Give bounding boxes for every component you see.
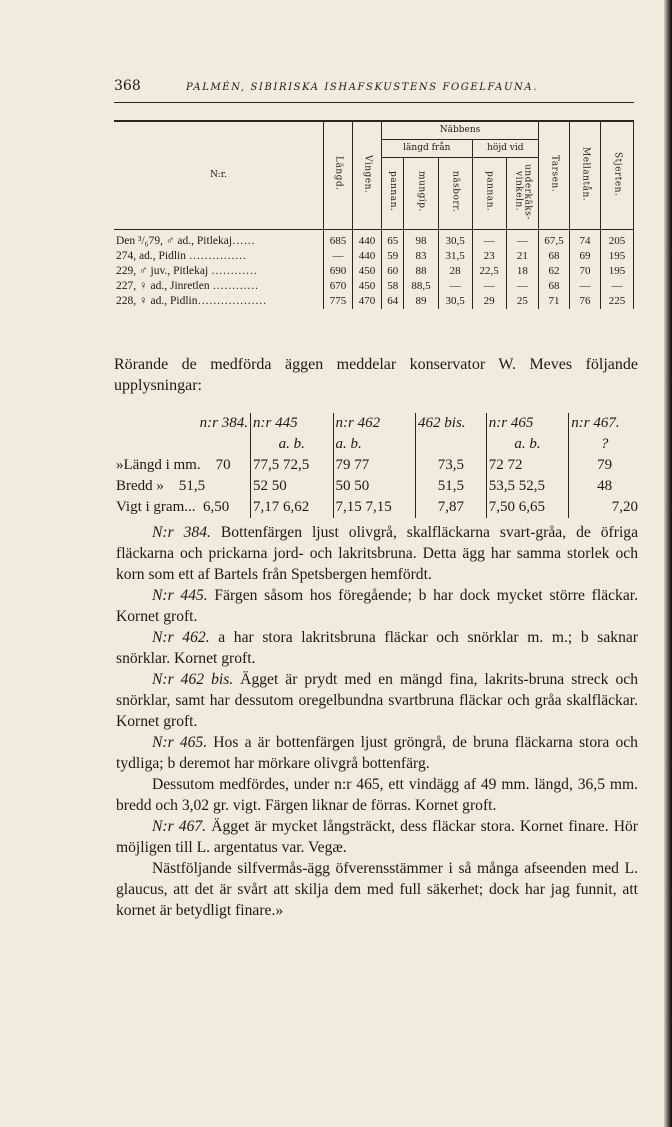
header-rule [114, 102, 634, 103]
description-paragraph: N:r 462. a har stora lakritsbruna fläckar och snörklar m. m.; b saknar snörklar. Kornet groft. [116, 629, 638, 667]
egg-table [114, 413, 640, 518]
measurement-table [114, 120, 634, 309]
description-paragraph: Dessutom medfördes, under n:r 465, ett vindägg af 49 mm. längd, 36,5 mm. bredd och 3,02 gr. vigt. Färgen liknar de förras. Kornet groft. [116, 776, 638, 814]
table-row: 227, ♀ ad., Jinretlen ………… 670 450 58 88,5 — — — 68 — — [114, 279, 634, 294]
table-row: 274, ad., Pidlin …………… — 440 59 83 31,5 23 21 68 69 195 [114, 249, 634, 264]
table-row: 229, ♂ juv., Pitlekaj ………… 690 450 60 88 28 22,5 18 62 70 195 [114, 264, 634, 279]
page-edge-shadow [664, 0, 672, 1127]
egg-header-row: n:r 384. n:r 445 n:r 462 462 bis. n:r 465 n:r 467. [114, 413, 640, 434]
nr-header: N:r. [114, 121, 324, 229]
col-header: Mellantån. [570, 121, 601, 229]
description-paragraph: Nästföljande silfvermås-ägg öfverensstämmer i så många afseenden med L. glaucus, att det är svårt att skilja dem med full säkerhet; dock har jag funnit, att kornet är betydligt finare.» [116, 860, 638, 919]
description-paragraph: N:r 467. Ägget är mycket långsträckt, dess fläckar stora. Kornet finare. Hör möjligen till L. argentatus var. Vegæ. [116, 818, 638, 856]
table-row: Bredd » 51,5 52 50 50 50 51,5 53,5 52,5 48 [114, 476, 640, 497]
egg-subheader-row: a. b. a. b. a. b. ? [114, 434, 640, 455]
col-header: mungip. [404, 157, 438, 229]
egg-descriptions [116, 522, 638, 921]
page-number: 368 [114, 78, 141, 94]
group-header: Näbbens [382, 121, 539, 139]
col-header: näsborr. [438, 157, 472, 229]
table-row: »Längd i mm. 70 77,5 72,5 79 77 73,5 72 72 79 [114, 455, 640, 476]
description-paragraph: N:r 445. Färgen såsom hos föregående; b har dock mycket större fläckar. Kornet groft. [116, 587, 638, 625]
description-paragraph: N:r 462 bis. Ägget är prydt med en mängd fina, lakrits-bruna streck och snörklar, samt har dessutom oregelbundna svartbruna fläckar och gråa skalfläckar. Kornet groft. [116, 671, 638, 730]
col-header: Längd. [324, 121, 353, 229]
description-paragraph: N:r 465. Hos a är bottenfärgen ljust gröngrå, de bruna fläckarna stora och tydliga; b deremot har mörkare olivgrå bottenfärg. [116, 734, 638, 772]
subgroup-header: höjd vid [472, 139, 538, 157]
table-row: Vigt i gram... 6,50 7,17 6,62 7,15 7,15 7,87 7,50 6,65 7,20 [114, 497, 640, 518]
table-row: Den ³/₆79, ♂ ad., Pitlekaj…… 685 440 65 98 30,5 — — 67,5 74 205 [114, 229, 634, 249]
col-header: underkäks-vinkeln. [506, 157, 538, 229]
intro-paragraph: Rörande de medförda äggen meddelar konservator W. Meves följande upplysningar: [114, 356, 638, 394]
running-title: PALMÉN, SIBIRISKA ISHAFSKUSTENS FOGELFAUNA. [186, 82, 538, 93]
col-header: Tarsen. [539, 121, 570, 229]
col-header: Vingen. [353, 121, 382, 229]
col-header: Stjerten. [601, 121, 634, 229]
subgroup-header: längd från [382, 139, 473, 157]
col-header: pannan. [382, 157, 404, 229]
description-paragraph: N:r 384. Bottenfärgen ljust olivgrå, skalfläckarna svart-gråa, de öfriga fläckarna och prickarna jord- och lakritsbruna. Detta ägg har samma storlek och korn som ett af Bartels från Spetsbergen hemfördt. [116, 524, 638, 583]
table-row: 228, ♀ ad., Pidlin……………… 775 470 64 89 30,5 29 25 71 76 225 [114, 294, 634, 309]
col-header: pannan. [472, 157, 506, 229]
